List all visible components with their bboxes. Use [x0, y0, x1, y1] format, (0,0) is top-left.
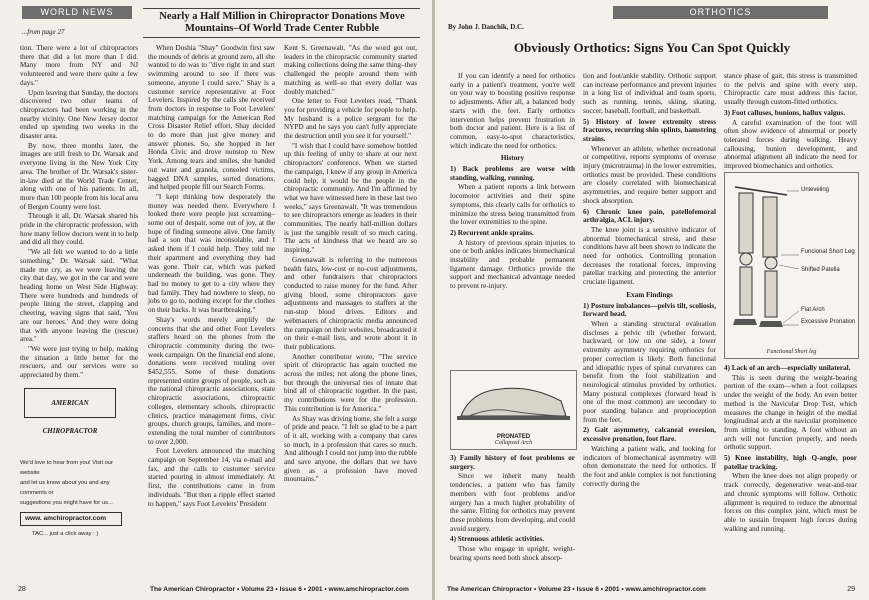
ad-tagline: TAC... just a click away : )	[32, 531, 99, 537]
paragraph: Those who engage in upright, weight-bearing sports need both shock absorp-	[450, 545, 575, 562]
section-band-world-news: WORLD NEWS	[22, 6, 132, 19]
subheading: 2) Recurrent ankle sprains.	[450, 228, 534, 237]
paragraph: stance phase of gait, this stress is transmitted to the pelvis and spine with every step. Chiropractic care must address this factor, usually through custom-fitted orthotics.	[724, 72, 857, 107]
headline-rule-bottom	[143, 37, 420, 38]
subheading: 3) Foot calluses, bunions, hallux valgus.	[724, 108, 846, 117]
orthotics-column-2	[583, 72, 716, 582]
paragraph: By now, three months later, the images are still fresh to Dr. Warsak and everyone living in the New York City area. The brother of Dr. Warsak's sister-in-law died at the World Trade Center, along with one of his patients. In all, more than 100 people from his local area of Bergen County were lost.	[20, 141, 138, 211]
paragraph: Another contributor wrote, "The service spirit of chiropractic has again touched me across the miles; not along the phone lines, but through the universal ties of innate that bind all of chiropractic together. In the past, my contributions were for the profession. This contribution is for America."	[284, 352, 417, 413]
page-number-right: 29	[847, 586, 855, 593]
ad-text-line: We'd love to hear from you! Visit our website	[20, 460, 114, 476]
paragraph: Watching a patient walk, and looking for indicators of biomechanical asymmetry will often demonstrate the need for orthotics. If the foot and ankle complex is not functioning correctly during the	[583, 444, 716, 488]
collapsed-arch-figure	[450, 370, 577, 450]
section-band-orthotics: ORTHOTICS	[613, 6, 828, 19]
paragraph: When a standing structural evaluation discloses a pelvic tilt (whether forward, backward, or low on one side), a lower extremity asymmetry requiring orthotics for proper correction is likely. Both functional and idiopathic types of spinal curvatures can benefit from the foot stabilization and neurological stimulus provided by orthotics. Many postural complexes (forward head is one of the most common) are secondary to poor standing balance and proprioception from the feet.	[583, 319, 716, 424]
legs-illustration	[725, 173, 858, 341]
donations-column-1	[148, 44, 275, 564]
subheading: 3) Family history of foot problems or surgery.	[450, 454, 575, 471]
paragraph: Upon leaving that Sunday, the doctors discovered two other teams of chiropractors had been working in the nearby vicinity. One New Jersey doctor ended up spending two weeks in the disaster area.	[20, 88, 138, 141]
label-flat-arch: Flat Arch	[801, 307, 825, 313]
foot-illustration	[451, 371, 576, 429]
world-news-column	[20, 44, 138, 380]
section-heading-exam: Exam Findings	[626, 290, 673, 299]
subheading: 2) Gait asymmetry, calcaneal eversion, excessive pronation, foot flare.	[583, 426, 716, 444]
paragraph: A careful examination of the foot will often show evidence of abnormal or poorly tolerated forces during walking. Heavy callousing, bunion development, and abnormal alignment all indicate the need for improved biomechanics and orthotics.	[724, 118, 857, 171]
paragraph: Through it all, Dr. Warsak shared his pride in the chiropractic profession, with how many fellow doctors went in to help and did all they could.	[20, 212, 138, 247]
headline-rule-top	[143, 8, 420, 9]
footer-left: The American Chiropractor • Volume 23 • Issue 6 • 2001 • www.amchiropractor.com	[150, 586, 409, 593]
headline-donations: Nearly a Half Million in Chiropractor Donations Move Mountains–Of World Trade Center Rubble	[159, 11, 405, 34]
label-short-leg: Funcional Short Leg	[801, 249, 855, 255]
orthotics-column-3-continued	[724, 362, 857, 582]
orthotics-column-3	[724, 72, 857, 171]
paragraph: Shay's words merely amplify the concerns that she and other Foot Levelers staffers heard on the phones from the chiropractic community during the two-week campaign. On the financial end alone, donations were received totaling over $452,555. Some of these donations represented entire groups of people, such as the national chiropractic associations, state chiropractic associations, chiropractic colleges, elementary schools, chiropractic clinics, practice management firms, civic groups, church groups, families, and more–extending the total number of contributors to over 2,000.	[148, 315, 275, 446]
ad-text-line: and let us know about you and any comments or	[20, 480, 110, 496]
author-byline: By John J. Danchik, D.C.	[448, 23, 524, 31]
paragraph: tion and foot/ankle stability. Orthotic support can increase performance and prevent injuries in a long list of individual and team sports, such as running, tennis, skiing, skating, soccer, baseball, football, and basketball.	[583, 72, 716, 115]
paragraph: As Shay was driving home, she felt a surge of pride and peace. "I felt so glad to be a part of it all, working with a company that cares so much, in a profession that cares so much. And although I could not jump into the rubble and save anyone, the dollars that we have given as a profession have moved mountains."	[284, 414, 417, 484]
label-shifted-patella: Shifted Patella	[801, 267, 840, 273]
paragraph: Kent S. Greenawalt. "As the word got out, leaders in the chiropractic community started making collections doing the same thing–they challenged the people around them with matching as well–so that every dollar was doubly matched."	[284, 44, 417, 96]
subheading: 1) Posture imbalances—pelvis tilt, scoliosis, forward head.	[583, 301, 716, 319]
right-page	[435, 0, 869, 600]
subheading: 6) Chronic knee pain, patellofemoral arthralgia, ACL injury.	[583, 207, 716, 225]
ad-text-line: suggestions you might have for us...	[20, 500, 113, 506]
label-excessive-pronation: Excessive Pronation	[801, 319, 856, 325]
paragraph: This is seen during the weight-bearing portion of the exam—when a foot collapses under the weight of the body. An even better method is the Navicular Drop Test, which measures the change in height of the medial longitudinal arch at the navicular prominence from sitting to standing. A foot without an arch will not function properly, and needs orthotic support.	[724, 373, 857, 452]
paragraph: A history of previous sprain injuries to one or both ankles indicates biomechanical instability and probable permanent ligament damage. Orthotics provide the support and mechanical advantage needed to prevent re-injury.	[450, 238, 575, 291]
paragraph: If you can identify a need for orthotics early in a patient's treatment, you're well on your way to boosting positive response to adjustments. After all, a balanced body starts with the feet. Early orthotics intervention helps prevent frustration in both doctor and patient. Here is a list of common, easy-to-spot characteristics, which indicate the need for orthotics.	[450, 72, 575, 150]
paragraph: One letter to Foot Levelers read, "Thank you for providing a vehicle for people to help. My husband is a police sergeant for the NYPD and he says you can't fully appreciate the destruction until you see it for yourself."	[284, 97, 417, 141]
pronated-label: PRONATED	[496, 434, 531, 440]
paragraph: When the knee does not align properly or track correctly, degenerative wear-and-tear and chronic symptoms will follow. Orthotic alignment is required to reduce the abnormal forces on this complex joint, which must be able to sustain frequent high forces during walking and running.	[724, 472, 857, 533]
figure-caption: Functional Short leg	[766, 349, 817, 355]
continued-label: ...from page 27	[22, 28, 65, 36]
figure-caption: Collapsed Arch	[494, 440, 533, 446]
paragraph: Since we inherit many health tendencies, a patient who has family members with foot problems and/or surgery has a much higher probability of the same. Fitting for orthotics may prevent these problems from developing, and could avoid surgery.	[450, 472, 575, 533]
label-unleveling: Unleveling	[801, 187, 830, 193]
paragraph: The knee joint is a sensitive indicator of abnormal biomechanical stress, and these conditions have all been shown to indicate the need for orthotics. Controlling pronation decreases the rotational forces, improving patellar tracking and protecting the anterior cruciate ligament.	[583, 225, 716, 287]
subheading: 1) Back problems are worse with standing, walking, running.	[450, 165, 575, 182]
footer-right: The American Chiropractor • Volume 23 • Issue 6 • 2001 • www.amchiropractor.com	[447, 586, 706, 593]
subheading: 4) Lack of an arch—especially unilateral.	[724, 364, 851, 372]
paragraph: tion. There were a lot of chiropractors there that did a lot more than I did. Many more from NY and NJ volunteered and were there quite a few days."	[20, 44, 138, 87]
donations-column-2	[284, 44, 417, 564]
functional-short-leg-figure	[724, 172, 859, 359]
paragraph: Greenawalt is referring to the numerous health fairs, low-cost or no-cost adjustments, and other fundraisers that chiropractors conducted to raise money for the fund. After giving blood, some chiropractors gave adjustments and massages to staffers at the run-stop blood drives. Editors and webmasters of chiropractic media announced the campaign on their websites, broadcasted it on their e-mail lists, and wrote about it in their publications.	[284, 255, 417, 351]
left-page	[0, 0, 432, 600]
website-link[interactable]: www. amchiropractor.com	[20, 512, 122, 526]
orthotics-column-1-continued	[450, 452, 575, 582]
page-number-left: 28	[18, 586, 26, 593]
american-chiropractor-logo: AMERICAN CHIROPRACTOR	[24, 388, 116, 418]
website-ad	[20, 388, 130, 539]
paragraph: Whenever an athlete, whether recreational or competitive, reports symptoms of overuse injury (microtrauma) in the lower extremities, orthotics must be provided. These conditions are closely correlated with biomechanical asymmetries, and require better support and shock absorption.	[583, 144, 716, 205]
section-heading-history: History	[500, 154, 525, 163]
headline-orthotics: Obviously Orthotics: Signs You Can Spot Quickly	[513, 40, 791, 55]
paragraph: "I kept thinking how desperately the money was needed there. Everywhere I looked there were people just screaming–some out of despair, some out of joy, at the hope of finding someone alive. One family had a son that was inconsolable, and I asked them if I could help. They told me their apartment and everything they had was gone. Their car, which was parked underneath the building, was gone. They had no money to get to a city where they had family. They had nowhere to sleep, no jobs to go to, nothing except for the clothes on their backs. It was heartbreaking."	[148, 192, 275, 315]
paragraph: "We all felt we wanted to do a little something," Dr. Warsak said. "What made me cry, as we were leaving the city that day, we got in the car and were heading home on West Side Highway. There were hundreds and hundreds of people lining the street, clapping and cheering, waving signs that said, 'You are our heroes.' And they were doing that with anyone leaving the (rescue) area."	[20, 248, 138, 344]
paragraph: When Doshia "Shay" Goodwin first saw the mounds of debris at ground zero, all she wanted to do was to "dive right in and start swimming around to see if there was someone, anyone I could save." Shay is a customer service representative at Foot Levelers. Inspired by the calls she received from doctors in response to Foot Levelers' matching campaign for the American Red Cross Disaster Relief effort, Shay decided to do more than just give money and answer phones. So, she hopped in her Honda Civic and drove nonstop to New York. Among tears and smiles, she handed out water and granola, consoled victims, bagged DNA samples, sorted donations, and helped people fill out Search Forms.	[148, 44, 275, 192]
subheading: 5) Knee instability, high Q-angle, poor patellar tracking.	[724, 454, 857, 471]
paragraph: Foot Levelers announced the matching campaign on September 14, via e-mail and fax, and the calls to customer service started pouring in almost immediately. At first, the contributions came in from individuals. "But then a ripple effect started to happen," says Foot Levelers' President	[148, 447, 275, 508]
subheading: 4) Strenuous athletic activities.	[450, 535, 545, 544]
paragraph: When a patient reports a link between locomotor activities and their spine symptoms, this clearly calls for orthotics to minimize the stress being transmitted from the lower extremities to the spine.	[450, 183, 575, 227]
subheading: 5) History of lower extremity stress fractures, recurring shin splints, hamstring strains.	[583, 117, 716, 143]
paragraph: "I wish that I could have somehow bottled up this feeling of unity to share at our next chiropractors' conference. When we started the campaign, I knew if any group in America could help, it would be the people in the chiropractic community. And I'm affirmed by what we have witnessed here in these last two weeks," says Greenawalt. "It was tremendous to see chiropractors emerge as leaders in their communities. The nearly half-million dollars is just the tangible result of so much caring. The acts of kindness that we heard are so inspiring."	[284, 141, 417, 255]
orthotics-column-1	[450, 72, 575, 370]
paragraph: "We were just trying to help, making the situation a little better for the rescuers, and our services were so appreciated by them."	[20, 344, 138, 380]
